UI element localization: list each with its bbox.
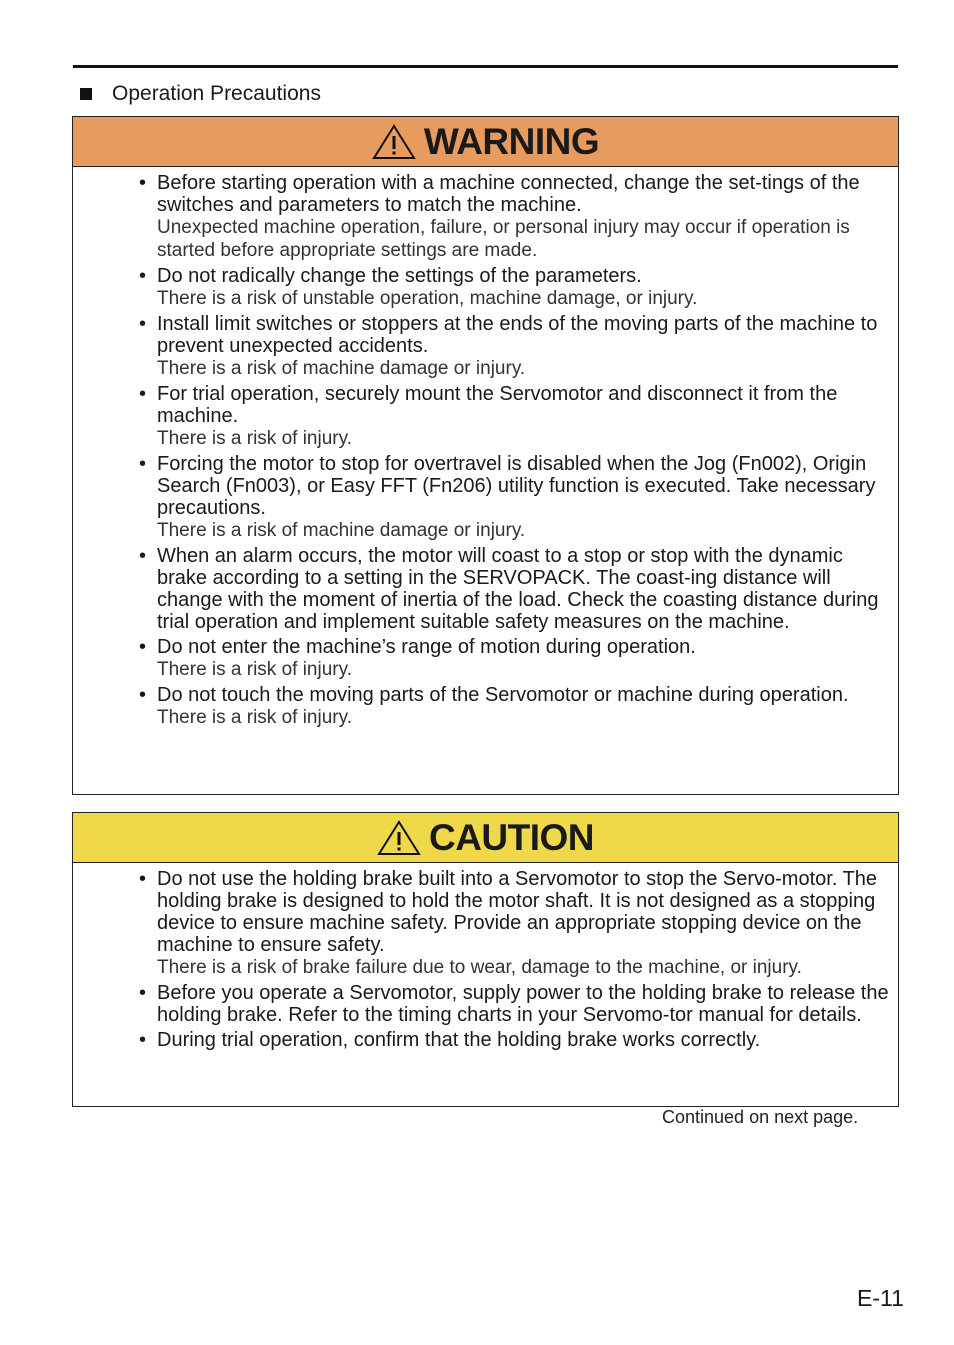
list-item: • Before you operate a Servomotor, supply power to the holding brake to release the holding brake. Refer to the timing charts in your Servomo-tor manual for details. xyxy=(139,982,889,1026)
list-item: • Forcing the motor to stop for overtravel is disabled when the Jog (Fn002), Origin Search (Fn003), or Easy FFT (Fn206) utility function is executed. Take necessary precautions. There is a risk of machine damage or injury. xyxy=(139,453,876,541)
page-number: E-11 xyxy=(857,1285,904,1311)
warning-triangle-icon xyxy=(372,124,416,160)
list-item: • For trial operation, securely mount the Servomotor and disconnect it from the machine. There is a risk of injury. xyxy=(139,383,838,449)
caution-list xyxy=(73,863,898,1051)
square-bullet-icon xyxy=(80,88,92,100)
list-item: • Install limit switches or stoppers at the ends of the moving parts of the machine to prevent unexpected accidents. There is a risk of machine damage or injury. xyxy=(139,313,878,379)
list-item: • Do not enter the machine’s range of motion during operation. There is a risk of injury. xyxy=(139,636,696,680)
section-heading-text: Operation Precautions xyxy=(112,82,321,105)
warning-list xyxy=(73,167,898,729)
list-item: • Before starting operation with a machine connected, change the set-tings of the switches and parameters to match the machine. Unexpected machine operation, failure, or personal injury may occur if operation is started before appropriate settings are made. xyxy=(139,172,860,261)
caution-title: CAUTION xyxy=(428,816,595,858)
warning-box xyxy=(72,116,899,795)
list-item: • Do not radically change the settings of the parameters. There is a risk of unstable operation, machine damage, or injury. xyxy=(139,265,698,309)
list-item: • Do not use the holding brake built into a Servomotor to stop the Servo-motor. The holding brake is designed to hold the motor shaft. It is not designed as a stopping device to ensure machine safety. Provide an appropriate stopping device on the machine to ensure safety. There is a risk of brake failure due to wear, damage to the machine, or injury. xyxy=(139,868,878,978)
top-rule xyxy=(73,65,898,68)
list-item: • During trial operation, confirm that the holding brake works correctly. xyxy=(139,1029,761,1051)
continued-note: Continued on next page. xyxy=(662,1107,859,1127)
caution-header xyxy=(73,813,898,863)
section-heading xyxy=(80,82,321,106)
caution-box xyxy=(72,812,899,1107)
list-item: • When an alarm occurs, the motor will coast to a stop or stop with the dynamic brake according to a setting in the SERVOPACK. The coast-ing distance will change with the moment of inertia of the load. Check the coasting distance during trial operation and implement suitable safety measures on the machine. xyxy=(139,545,879,633)
warning-header xyxy=(73,117,898,167)
list-item: • Do not touch the moving parts of the Servomotor or machine during operation. There is a risk of injury. xyxy=(139,684,849,728)
warning-triangle-icon xyxy=(377,820,421,856)
warning-title: WARNING xyxy=(423,120,600,162)
